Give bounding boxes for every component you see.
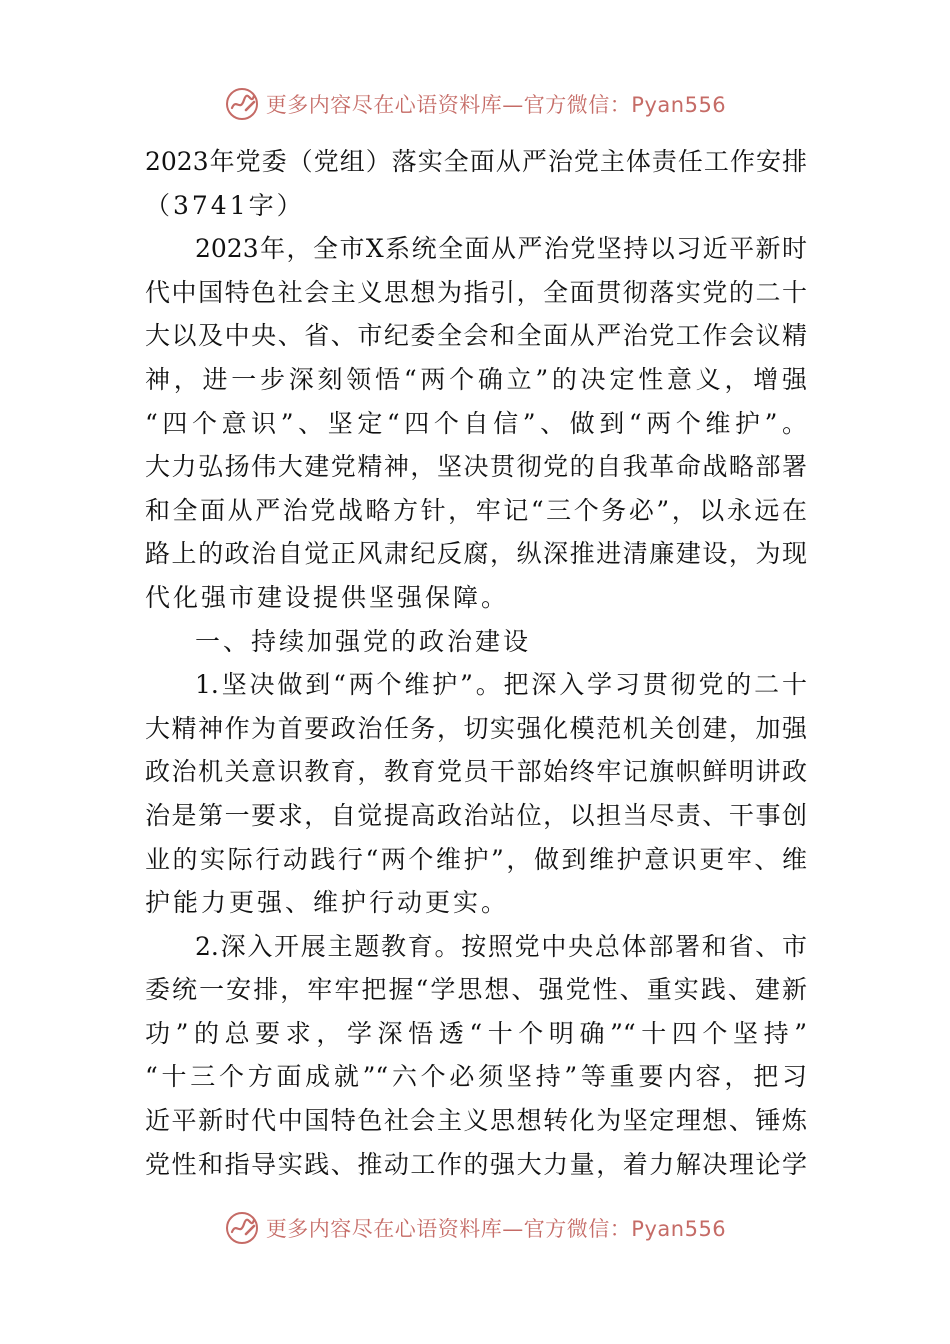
paragraph-line: 委统一安排，牢牢把握“学思想、强党性、重实践、建新 — [145, 975, 807, 1005]
paragraph-line: 护能力更强、维护行动更实。 — [145, 888, 510, 918]
signature-pen-logo-icon — [224, 86, 260, 122]
paragraph-intro — [145, 227, 807, 619]
paragraph-line: 和全面从严治党战略方针，牢记“三个务必”，以永远在 — [145, 495, 807, 525]
paragraph-line: 政治机关意识教育，教育党员干部始终牢记旗帜鲜明讲政 — [145, 757, 807, 787]
paragraph-line: 代化强市建设提供坚强保障。 — [145, 582, 510, 612]
document-title — [145, 140, 807, 227]
paragraph-line: 业的实际行动践行“两个维护”，做到维护意识更牢、维 — [145, 844, 807, 874]
paragraph-line: 大精神作为首要政治任务，切实强化模范机关创建，加强 — [145, 713, 807, 743]
document-body — [145, 140, 807, 1186]
paragraph-line: “十三个方面成就”“六个必须坚持”等重要内容，把习 — [145, 1062, 807, 1092]
paragraph-line: 大以及中央、省、市纪委全会和全面从严治党工作会议精 — [145, 321, 807, 351]
item-2-paragraph — [145, 925, 807, 1187]
paragraph-line: 代中国特色社会主义思想为指引，全面贯彻落实党的二十 — [145, 277, 807, 307]
paragraph-line: 近平新时代中国特色社会主义思想转化为坚定理想、锤炼 — [145, 1106, 807, 1136]
paragraph-line: 1.坚决做到“两个维护”。把深入学习贯彻党的二十 — [195, 670, 807, 700]
paragraph-line: 大力弘扬伟大建党精神，坚决贯彻党的自我革命战略部署 — [145, 452, 807, 482]
footer-banner — [0, 1206, 950, 1250]
header-banner-text: 更多内容尽在心语资料库—官方微信：Pyan556 — [265, 93, 727, 117]
title-line: 2023年党委（党组）落实全面从严治党主体责任工作安排 — [145, 147, 807, 176]
paragraph-line: 功”的总要求，学深悟透“十个明确”“十四个坚持” — [145, 1018, 807, 1048]
header-banner — [0, 82, 950, 126]
paragraph-line: 治是第一要求，自觉提高政治站位，以担当尽责、干事创 — [145, 800, 807, 830]
paragraph-line: “四个意识”、坚定“四个自信”、做到“两个维护”。 — [145, 408, 807, 438]
paragraph-line: 党性和指导实践、推动工作的强大力量，着力解决理论学 — [145, 1149, 807, 1179]
paragraph-line: 2023年，全市X系统全面从严治党坚持以习近平新时 — [195, 234, 807, 264]
title-line: （3741字） — [145, 190, 305, 220]
paragraph-line: 路上的政治自觉正风肃纪反腐，纵深推进清廉建设，为现 — [145, 539, 807, 569]
footer-banner-text: 更多内容尽在心语资料库—官方微信：Pyan556 — [265, 1217, 727, 1241]
signature-pen-logo-icon — [224, 1210, 260, 1246]
paragraph-line: 神，进一步深刻领悟“两个确立”的决定性意义，增强 — [145, 364, 807, 394]
item-1-paragraph — [145, 663, 807, 925]
section-heading: 一、持续加强党的政治建设 — [195, 626, 532, 656]
paragraph-line: 2.深入开展主题教育。按照党中央总体部署和省、市 — [195, 931, 807, 961]
